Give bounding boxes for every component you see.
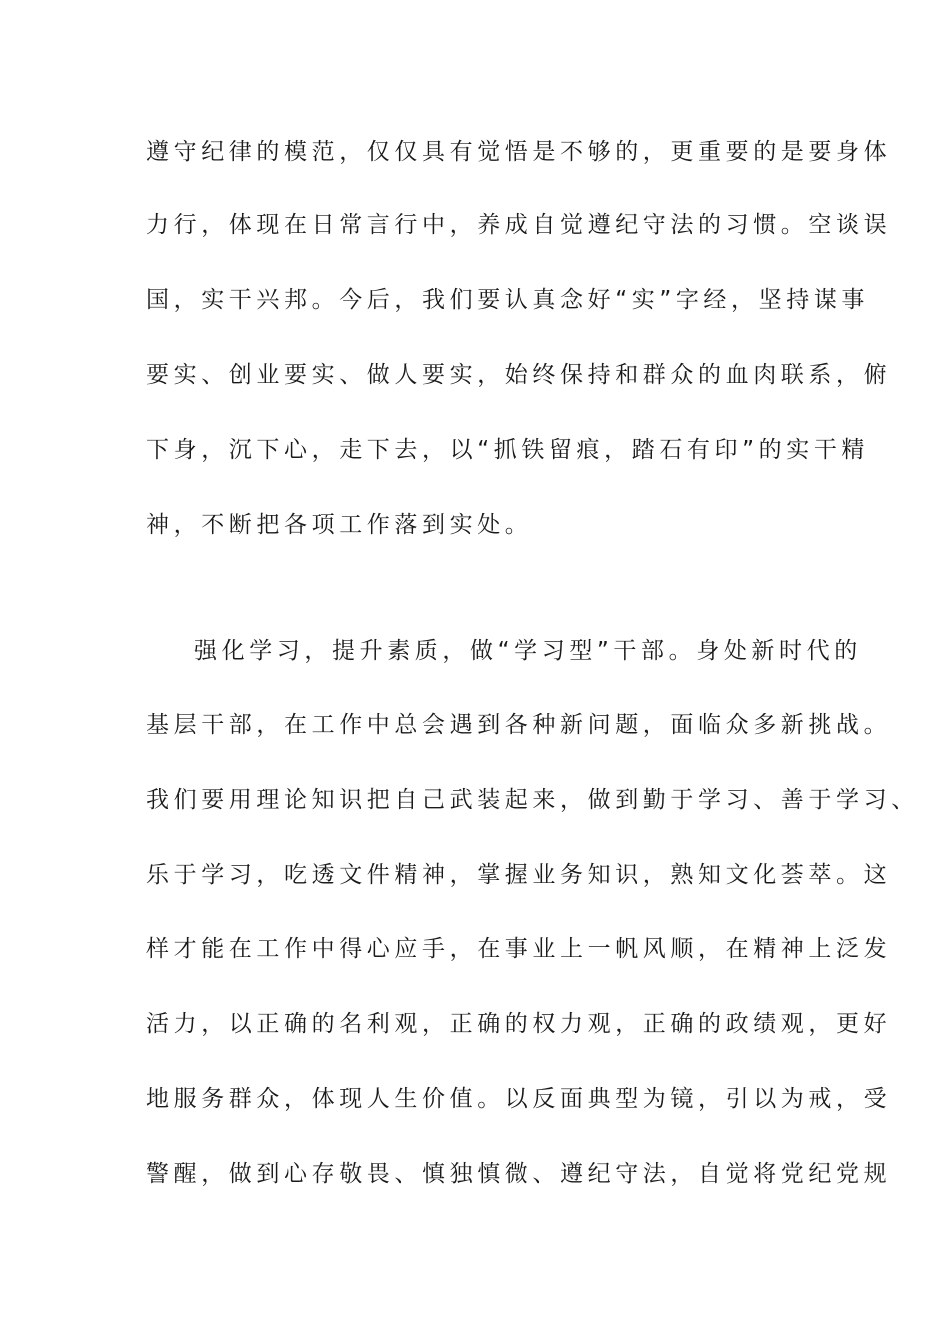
text-line: 强化学习，提升素质，做“学习型”干部。身处新时代的	[194, 638, 862, 664]
text-line: 样才能在工作中得心应手，在事业上一帆风顺，在精神上泛发	[146, 936, 892, 962]
text-line: 神，不断把各项工作落到实处。	[146, 512, 533, 538]
text-line: 活力，以正确的名利观，正确的权力观，正确的政绩观，更好	[146, 1011, 892, 1037]
text-line: 地服务群众，体现人生价值。以反面典型为镜，引以为戒，受	[146, 1086, 892, 1112]
text-line: 基层干部，在工作中总会遇到各种新问题，面临众多新挑战。	[146, 712, 892, 738]
text-line: 国，实干兴邦。今后，我们要认真念好“实”字经，坚持谋事	[146, 287, 870, 313]
text-line: 遵守纪律的模范，仅仅具有觉悟是不够的，更重要的是要身体	[146, 139, 892, 165]
text-line: 力行，体现在日常言行中，养成自觉遵纪守法的习惯。空谈误	[146, 212, 892, 238]
text-line: 我们要用理论知识把自己武装起来，做到勤于学习、善于学习、	[146, 787, 919, 813]
text-line: 警醒，做到心存敬畏、慎独慎微、遵纪守法，自觉将党纪党规	[146, 1161, 892, 1187]
text-line: 要实、创业要实、做人要实，始终保持和群众的血肉联系，俯	[146, 362, 892, 388]
text-line: 下身，沉下心，走下去，以“抓铁留痕，踏石有印”的实干精	[146, 437, 870, 463]
text-line: 乐于学习，吃透文件精神，掌握业务知识，熟知文化荟萃。这	[146, 862, 892, 888]
